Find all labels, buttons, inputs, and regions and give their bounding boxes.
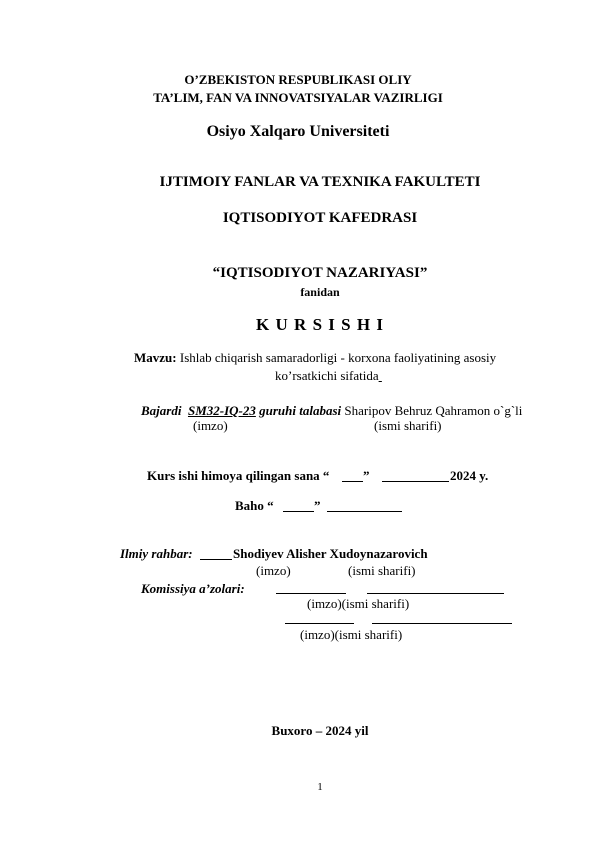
- university-name: Osiyo Xalqaro Universiteti: [206, 123, 390, 140]
- author-label-suffix: guruhi talabasi: [259, 403, 342, 418]
- defense-quote-close: ”: [363, 468, 370, 483]
- supervisor-sign-line: [200, 559, 232, 560]
- author-line: [141, 404, 522, 417]
- grade-value-line: [283, 511, 314, 512]
- commission-1-caption: (imzo)(ismi sharifi): [307, 596, 410, 611]
- ministry-line-1: O’ZBEKISTON RESPUBLIKASI OLIY: [184, 72, 412, 87]
- topic-label: Mavzu:: [134, 350, 177, 365]
- topic-line-1: [134, 351, 496, 364]
- commission-2-caption: (imzo)(ismi sharifi): [300, 627, 403, 642]
- topic-text-1: Ishlab chiqarish samaradorligi - korxona faoliyatining asosiy: [179, 350, 497, 365]
- commission-2-name-line: [372, 623, 512, 624]
- subject-suffix: fanidan: [300, 285, 340, 299]
- grade-label: Baho “: [235, 498, 274, 513]
- commission-1-name-line: [367, 593, 504, 594]
- defense-month-line: [382, 481, 449, 482]
- author-name-caption: (ismi sharifi): [374, 418, 442, 433]
- grade-word-line: [327, 511, 402, 512]
- commission-label: Komissiya a’zolari:: [141, 581, 245, 596]
- document-type: K U R S I S H I: [256, 315, 384, 334]
- author-label-prefix: Bajardi: [141, 403, 182, 418]
- page-number: 1: [317, 781, 323, 793]
- defense-year: 2024 y.: [450, 468, 489, 483]
- author-sign-caption: (imzo): [193, 418, 228, 433]
- commission-1-sign-line: [276, 593, 346, 594]
- supervisor-name-caption: (ismi sharifi): [348, 563, 416, 578]
- faculty-name: IJTIMOIY FANLAR VA TEXNIKA FAKULTETI: [159, 174, 481, 190]
- supervisor-label: Ilmiy rahbar:: [120, 546, 193, 561]
- defense-day-line: [342, 481, 363, 482]
- ministry-line-2: TA’LIM, FAN VA INNOVATSIYALAR VAZIRLIGI: [153, 90, 443, 105]
- topic-line-2: [275, 369, 385, 382]
- supervisor-sign-caption: (imzo): [256, 563, 291, 578]
- place-date: Buxoro – 2024 yil: [271, 723, 369, 738]
- department-name: IQTISODIYOT KAFEDRASI: [222, 210, 418, 226]
- defense-label: Kurs ishi himoya qilingan sana “: [147, 468, 330, 483]
- subject-title: “IQTISODIYOT NAZARIYASI”: [212, 265, 428, 281]
- supervisor-name: Shodiyev Alisher Xudoynazarovich: [233, 546, 428, 561]
- grade-quote-close: ”: [314, 498, 321, 513]
- author-group: SM32-IQ-23: [187, 403, 256, 418]
- author-name: Sharipov Behruz Qahramon o`g`li: [344, 403, 523, 418]
- topic-text-2: ko’rsatkichi sifatida: [275, 368, 379, 383]
- commission-2-sign-line: [285, 623, 354, 624]
- topic-underline: [379, 369, 385, 382]
